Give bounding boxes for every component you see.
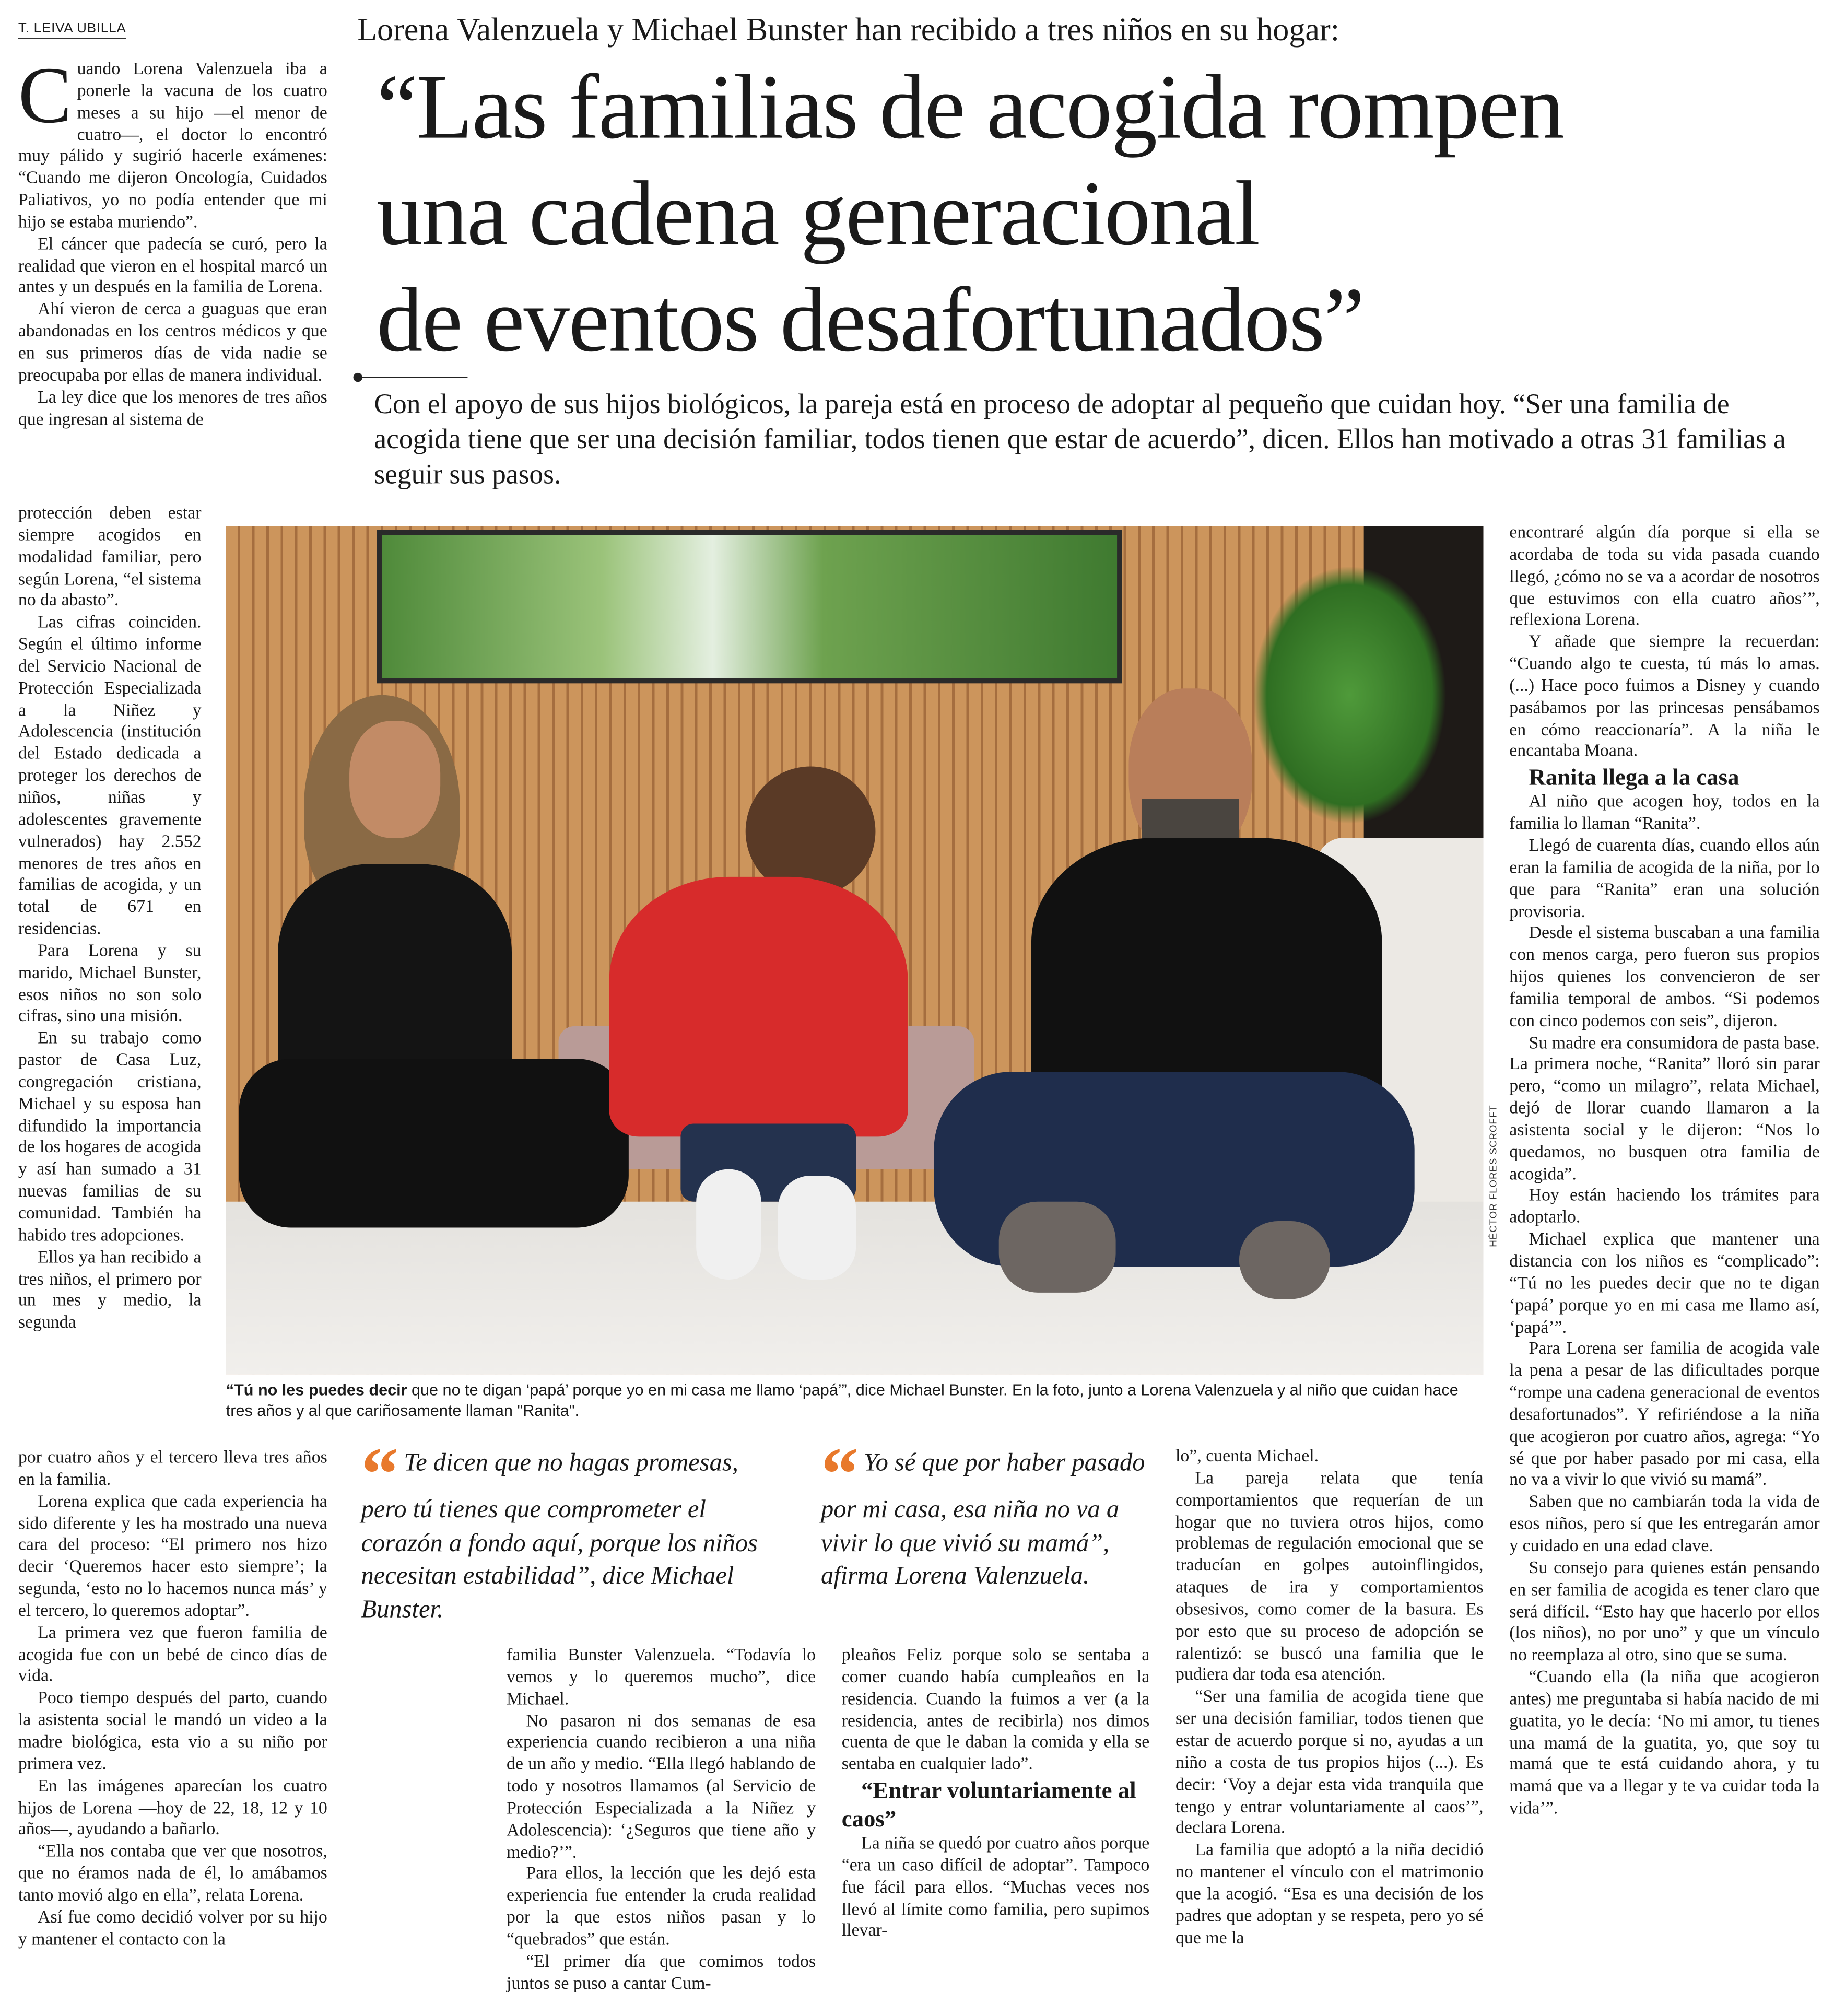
paragraph: protección deben estar siempre acogidos en modalidad familiar, pero según Lorena, “el sistema no da abasto”. [18,502,202,610]
paragraph: Llegó de cuarenta días, cuando ellos aún eran la familia de acogida de la niña, por lo que para “Ranita” eran una solución provisoria. [1509,835,1820,921]
paragraph: Desde el sistema buscaban a una familia con menos carga, pero fueron sus propios hijos quienes los convencieron de ser familia temporal de ambos. “Si podemos con cinco podemos con seis”, dijeron. [1509,922,1820,1030]
paragraph: La familia que adoptó a la niña decidió no mantener el vínculo con el matrimonio que la acogió. “Esa es una decisión de los padres que adoptan y se respeta, pero yo sé que me la [1175,1839,1484,1947]
photo-caption: “Tú no les puedes decir que no te digan ‘papá’ porque yo en mi casa me llamo ‘papá’”, dice Michael Bunster. En la foto, junto a Lorena Valenzuela y al niño que cuidan hace tres años y al que cariñosamente llaman "Ranita". [226,1380,1459,1420]
dropcap: C [18,52,72,140]
subheading: “Entrar voluntariamente al caos” [841,1777,1136,1832]
headline-line: “Las familias de acogida rompen [377,57,1563,159]
photo-credit: HÉCTOR FLORES SCROFFT [1487,1105,1499,1247]
right-column [1509,522,1819,1820]
paragraph: encontraré algún día porque si ella se acordaba de toda su vida pasada cuando llegó, ¿cómo no se va a acordar de nosotros que estuvimos con ella cuatro años’”, reflexiona Lorena. [1509,522,1820,629]
paragraph: En su trabajo como pastor de Casa Luz, congregación cristiana, Michael y su esposa han difundido la importancia de los hogares de acogida y así han sumado a 31 nuevas familias de su comunidad. También ha habido tres adopciones. [18,1028,202,1245]
headline [377,54,1563,374]
byline: T. LEIVA UBILLA [18,21,126,39]
paragraph: Su madre era consumidora de pasta base. La primera noche, “Ranita” lloró sin parar pero, “como un milagro”, relata Michael, dejó de llorar cuando llamaron a la asistenta social y le dijeron: “Nos lo quedamos, no busquen otra familia de acogida”. [1509,1032,1820,1183]
paragraph: La niña se quedó por cuatro años porque “era un caso difícil de adoptar”. Tampoco fue fácil para ellos. “Muchas veces nos llevó al límite como familia, pero supimos llevar- [841,1833,1150,1940]
paragraph: La ley dice que los menores de tres años que ingresan al sistema de [18,386,327,428]
man-shoe [999,1202,1116,1293]
pull-quote: “ Yo sé que por haber pasado por mi casa, esa niña no va a vivir lo que vivió su mamá”, afirma Lorena Valenzuela. [820,1432,1145,1590]
paragraph: “El primer día que comimos todos juntos se puso a cantar Cum- [507,1951,816,1992]
quote-mark-icon: “ [361,1432,399,1516]
paragraph: Lorena explica que cada experiencia ha sido diferente y les ha mostrado una nueva cara del proceso: “El primero nos hizo decir ‘Queremos hacer esto siempre’; la segunda, ‘esto no lo hacemos nunca más’ y el tercero, lo queremos adoptar”. [18,1491,327,1620]
left-column-bottom [18,1447,327,1951]
paragraph: Ellos ya han recibido a tres niños, el primero por un mes y medio, la segunda [18,1247,202,1332]
paragraph: La pareja relata que tenía comportamientos que requerían de un hogar que no tuviera otros hijos, como problemas de regulación emocional que se traducían en golpes autoinflingidos, ataques de ira y comportamientos obsesivos, como comer de la basura. Es por esto que su proceso de adopción se ralentizó: se buscó una familia que le pudiera dar toda esa atención. [1175,1468,1484,1684]
plant [1252,565,1447,825]
child-shoe [778,1176,856,1280]
headline-line: una cadena generacional [377,163,1260,265]
divider [357,377,467,378]
woman-face [349,721,440,838]
paragraph: lo”, cuenta Michael. [1175,1446,1319,1466]
paragraph: La primera vez que fueron familia de acogida fue con un bebé de cinco días de vida. [18,1622,327,1686]
paragraph: familia Bunster Valenzuela. “Todavía lo vemos y lo queremos mucho”, dice Michael. [507,1644,816,1708]
child-shirt [609,877,908,1136]
quote-mark-icon: “ [820,1432,859,1516]
paragraph: Saben que no cambiarán toda la vida de esos niños, pero sí que les entregarán amor y cuidado en una edad clave. [1509,1492,1820,1555]
subheading: Ranita llega a la casa [1529,764,1739,790]
paragraph: Michael explica que mantener una distancia con los niños es “complicado”: “Tú no les puedes decir que no te digan ‘papá’ porque yo en mi casa me llamo así, ‘papá’”. [1509,1229,1820,1337]
paragraph: Para Lorena ser familia de acogida vale la pena a pesar de las dificultades porque “rompe una cadena generacional de eventos desafortunados”. Y refiriéndose a la niña que acogieron por cuatro años, agrega: “Yo sé que por haber pasado por mi casa, ella no va a vivir lo que vivió su mamá”. [1509,1338,1820,1490]
paragraph: En las imágenes aparecían los cuatro hijos de Lorena —hoy de 22, 18, 12 y 10 años—, ayudando a bañarlo. [18,1775,327,1839]
paragraph: Para Lorena y su marido, Michael Bunster, esos niños no son solo cifras, sino una misión. [18,940,202,1026]
paragraph: Cuando Lorena Valenzuela iba a ponerle la vacuna de los cuatro meses a su hijo —el menor de cuatro—, el doctor lo encontró muy pálido y sugirió hacerle exámenes: “Cuando me dijeron Oncología, Cuidados Paliativos, yo no podía entender que mi hijo se estaba muriendo”. [18,52,327,231]
paragraph: Al niño que acogen hoy, todos en la familia lo llaman “Ranita”. [1509,791,1820,833]
paragraph: “Ella nos contaba que ver que nosotros, que no éramos nada de él, lo amábamos tanto movió algo en ella”, relata Lorena. [18,1841,327,1905]
paragraph: Y añade que siempre la recuerdan: “Cuando algo te cuesta, tú más lo amas. (...) Hace poco fuimos a Disney y cuando pasábamos por las princesas pensábamos en cómo reaccionaría”. A la niña le encantaba Moana. [1509,631,1820,761]
column-a [507,1645,816,1995]
paragraph: El cáncer que padecía se curó, pero la realidad que vieron en el hospital marcó un antes y un después en la familia de Lorena. [18,233,327,297]
woman-legs [239,1059,629,1227]
paragraph: Para ellos, la lección que les dejó esta experiencia fue entender la cruda realidad por la que estos niños pasan y lo “quebrados” que están. [507,1863,816,1949]
family-photo [226,526,1484,1374]
man-shoe [1239,1221,1330,1299]
kicker: Lorena Valenzuela y Michael Bunster han recibido a tres niños en su hogar: [357,13,1340,49]
paragraph: Así fue como decidió volver por su hijo y mantener el contacto con la [18,1906,327,1948]
column-c [1175,1446,1483,1949]
paragraph: Su consejo para quienes están pensando en ser familia de acogida es tener claro que será difícil. “Esto hay que hacerlo por ellos (los niños), no por uno” y que un vínculo no reemplaza al otro, sino que se suma. [1509,1557,1820,1665]
left-column-middle [18,503,202,1334]
column-b [842,1645,1149,1942]
woman-shirt [278,864,512,1085]
child-shoe [696,1169,761,1280]
paragraph: Poco tiempo después del parto, cuando la asistenta social le mandó un video a la madre biológica, esta vio a su niño por primera vez. [18,1687,327,1773]
tv [377,530,1122,684]
paragraph: “Ser una familia de acogida tiene que ser una decisión familiar, todos tienen que estar de acuerdo porque si no, ayudas a un niño a costa de tus propios hijos (...). Es decir: ‘Voy a dejar esta vida tranquila que tengo y entrar voluntariamente al caos’”, declara Lorena. [1175,1686,1484,1837]
paragraph: Hoy están haciendo los trámites para adoptarlo. [1509,1185,1820,1227]
paragraph: pleaños Feliz porque solo se sentaba a comer cuando había cumpleaños en la residencia. Cuando la fuimos a ver (a la residencia, antes de recibirla) nos dimos cuenta de que le daban la comida y ella se sentaba en cualquier lado”. [841,1644,1150,1774]
paragraph: por cuatro años y el tercero lleva tres años en la familia. [18,1447,327,1489]
paragraph: No pasaron ni dos semanas de esa experiencia cuando recibieron a una niña de un año y medio. “Ella llegó hablando de todo y nosotros llamamos (al Servicio de Protección Especializada a la Niñez y Adolescencia): ‘¿Seguros que tiene año y medio?’”. [507,1710,816,1861]
paragraph: “Cuando ella (la niña que acogieron antes) me preguntaba si había nacido de mi guatita, yo le decía: ‘No mi amor, tu tienes una mamá de la guatita, yo, que soy tu mamá que te está cuidando ahora, y tu mamá que va a llegar y te va cuidar toda la vida’”. [1509,1667,1820,1818]
paragraph: Las cifras coinciden. Según el último informe del Servicio Nacional de Protección Especializada a la Niñez y Adolescencia (institución del Estado dedicada a proteger los derechos de niños, niñas y adolescentes gravemente vulnerados) hay 2.552 menores de tres años en familias de acogida, y un total de 671 en residencias. [18,612,202,938]
deck: Con el apoyo de sus hijos biológicos, la pareja está en proceso de adoptar al pequeño que cuidan hoy. “Ser una familia de acogida tiene que ser una decisión familiar, todos tienen que estar de acuerdo”, dicen. Ellos han motivado a otras 31 familias a seguir sus pasos. [374,388,1786,490]
pull-quote: “ Te dicen que no hagas promesas, pero tú tienes que comprometer el corazón a fondo aquí, porque los niños necesitan estabilidad”, dice Michael Bunster. [361,1432,758,1623]
headline-line: de eventos desafortunados” [377,270,1364,372]
left-column-top [18,52,327,430]
paragraph: Ahí vieron de cerca a guaguas que eran abandonadas en los centros médicos y que en sus primeros días de vida nadie se preocupaba por ellas de manera individual. [18,299,327,384]
